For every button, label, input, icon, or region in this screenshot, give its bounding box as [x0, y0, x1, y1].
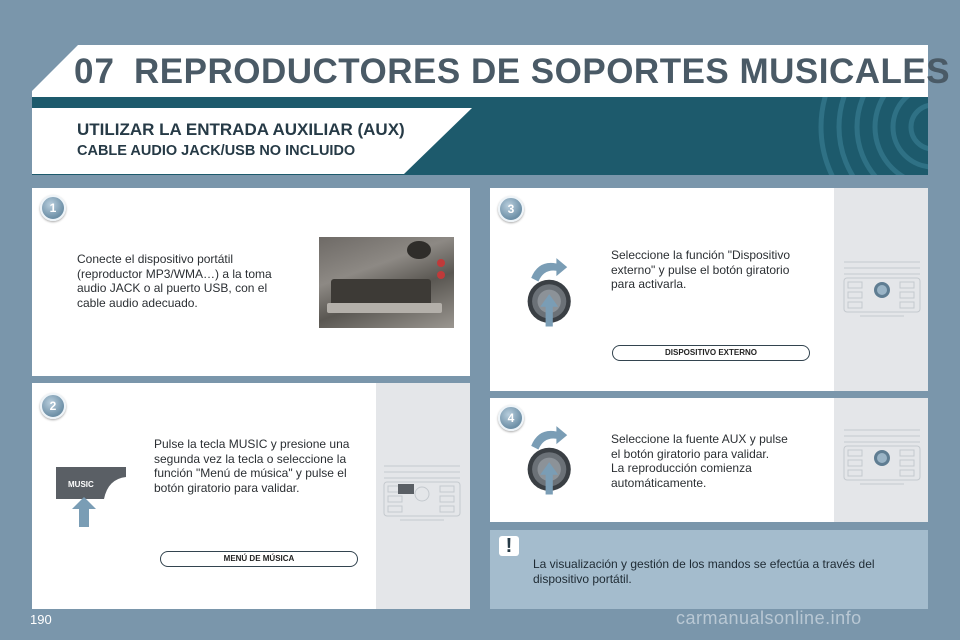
warning-line: La visualización y gestión de los mandos se efectúa a través del: [533, 557, 875, 571]
step-1-text: [77, 252, 272, 310]
rotary-knob-icon: [524, 418, 578, 508]
step-3-line: para activarla.: [611, 277, 687, 291]
step-4-line: Seleccione la fuente AUX y pulse: [611, 432, 788, 446]
rotary-knob-icon: [524, 250, 578, 340]
page-number: 190: [30, 612, 52, 627]
section-subtitle: CABLE AUDIO JACK/USB NO INCLUIDO: [77, 143, 356, 159]
menu-musica-display: MENÚ DE MÚSICA: [160, 551, 358, 567]
step-2-line: Pulse la tecla MUSIC y presione una: [154, 437, 350, 451]
dispositivo-externo-display: DISPOSITIVO EXTERNO: [612, 345, 810, 361]
step-3-line: externo" y pulse el botón giratorio: [611, 262, 790, 277]
chapter-number: 07: [74, 52, 115, 91]
glovebox-photo: [319, 237, 454, 328]
exclamation-icon: !: [499, 536, 519, 556]
watermark: carmanualsonline.info: [676, 608, 862, 628]
radio-panel-icon: [840, 428, 922, 488]
step-1-line: audio JACK o al puerto USB, con el: [77, 281, 268, 295]
step-3-badge: 3: [498, 196, 524, 222]
radio-panel-icon: [380, 464, 462, 524]
section-title: UTILIZAR LA ENTRADA AUXILIAR (AUX): [77, 120, 405, 139]
step-4-line: La reproducción comienza: [611, 461, 752, 475]
step-1-line: (reproductor MP3/WMA…) a la toma: [77, 266, 272, 281]
step-4-badge: 4: [498, 405, 524, 431]
step-4-line: automáticamente.: [611, 475, 707, 490]
step-2-text: [154, 437, 349, 495]
step-2-line: segunda vez la tecla o seleccione la: [154, 451, 347, 466]
radio-panel-icon: [840, 260, 922, 320]
step-4-line: el botón giratorio para validar.: [611, 446, 770, 461]
warning-line: dispositivo portátil.: [533, 571, 632, 586]
warning-text: [533, 557, 875, 586]
step-2-badge: 2: [40, 393, 66, 419]
music-key-label: MUSIC: [68, 480, 94, 489]
step-1-line: cable audio adecuado.: [77, 295, 198, 310]
step-3-text: [611, 248, 790, 292]
step-4-text: [611, 432, 788, 490]
step-2-line: botón giratorio para validar.: [154, 480, 300, 495]
step-3-line: Seleccione la función "Dispositivo: [611, 248, 791, 262]
step-1-line: Conecte el dispositivo portátil: [77, 252, 234, 266]
press-arrow-icon: [72, 497, 96, 527]
step-2-line: función "Menú de música" y pulse el: [154, 466, 347, 480]
music-key: [56, 467, 126, 499]
decorative-arcs-icon: [798, 97, 928, 175]
section-header: [32, 108, 472, 174]
step-1-badge: 1: [40, 195, 66, 221]
chapter-title: REPRODUCTORES DE SOPORTES MUSICALES: [134, 52, 951, 91]
